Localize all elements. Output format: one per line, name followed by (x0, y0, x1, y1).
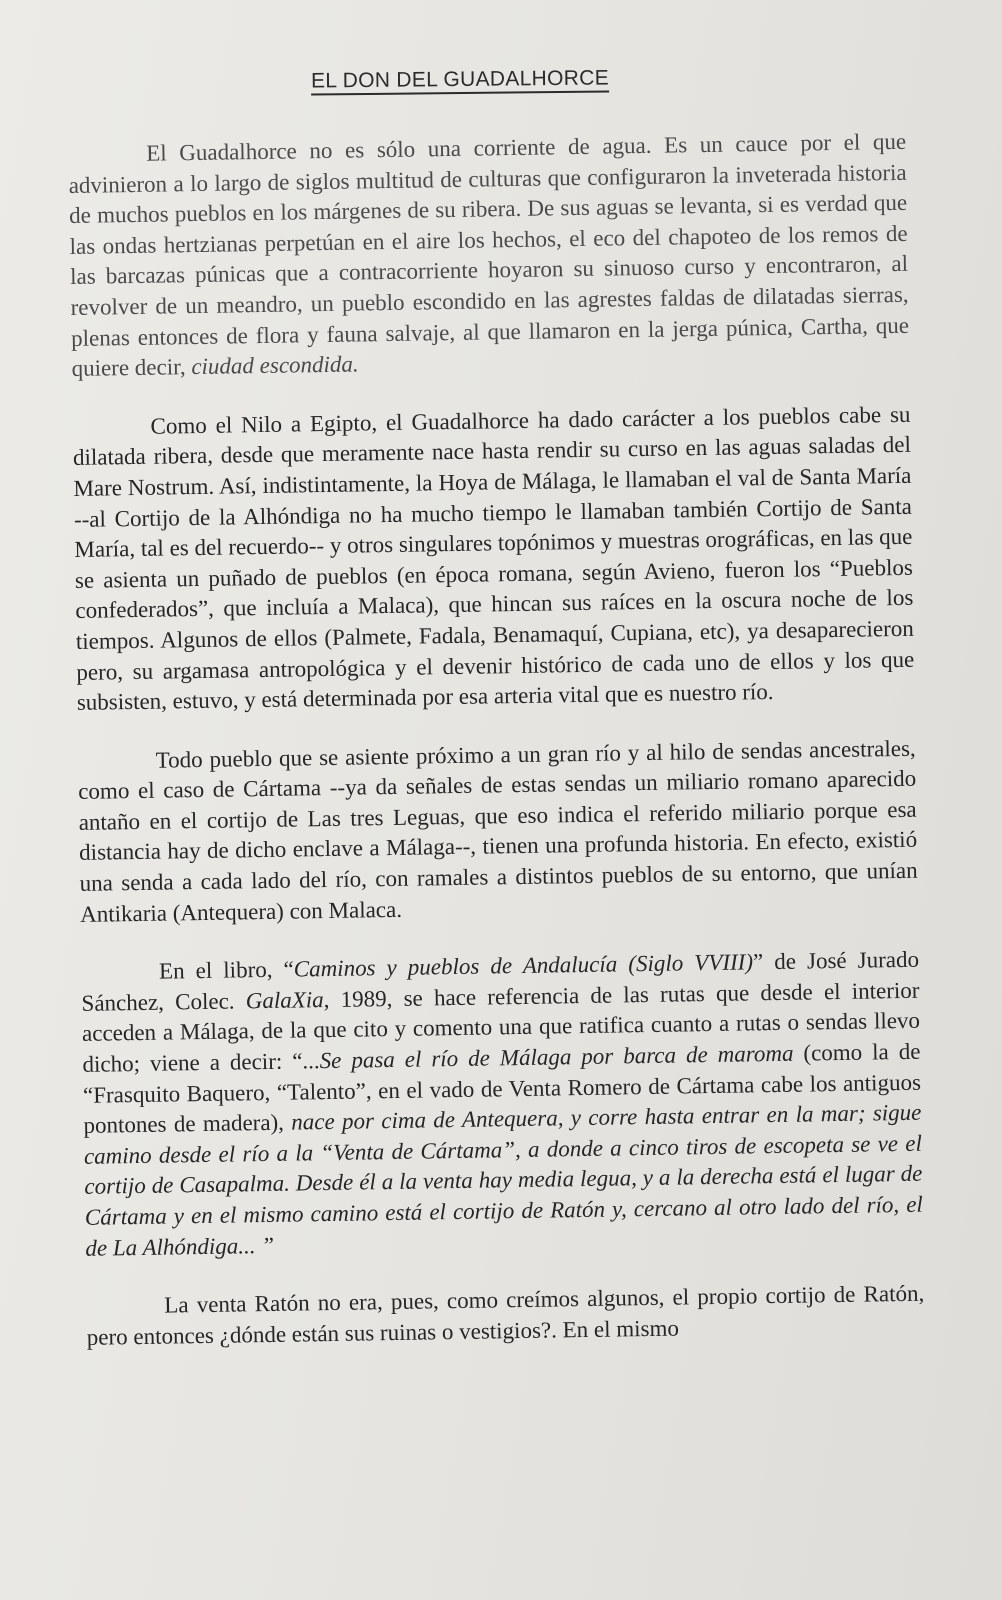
title-text: EL DON DEL GUADALHORCE (311, 66, 609, 95)
paragraph-4-segment-1: En el libro, “ (158, 956, 294, 984)
paragraph-4-segment-4: (como la de “Frasquito Baquero, “Talento”, en el vado de Venta Romero de Cártama cabe los antiguos pontones de madera), (82, 1038, 922, 1139)
paragraph-2: Como el Nilo a Egipto, el Guadalhorce ha dado carácter a los pueblos cabe su dilatada ribera, desde que meramente nace hasta rendir su curso en las aguas saladas del Mare Nostrum. Así, indistintamente, la Hoya de Málaga, le llamaban el val de Santa María --al Cortijo de la Alhóndiga no ha mucho tiempo le llamaban también Cortijo de Santa María, tal es del recuerdo-- y otros singulares topónimos y muestras orográficas, en las que se asienta un puñado de pueblos (en época romana, según Avieno, fueron los “Pueblos confederados”, que incluía a Malaca), que hincan sus raíces en la oscura noche de los tiempos. Algunos de ellos (Palmete, Fadala, Benamaquí, Cupiana, etc), ya desaparecieron pero, su argamasa antropológica y el devenir histórico de cada uno de ellos y los que subsisten, estuvo, y está determinada por esa arteria vital que es nuestro río. (72, 401, 915, 716)
book-title: Caminos y pueblos de Andalucía (Siglo VVIII) (293, 949, 754, 982)
paragraph-1-italic: ciudad escondida. (191, 351, 359, 380)
paragraph-1-text: El Guadalhorce no es sólo una corriente de agua. Es un cauce por el que advinieron a lo largo de siglos multitud de culturas que configuraron la inveterada historia de muchos pueblos en los márgenes de su ribera. De sus aguas se levanta, si es verdad que las ondas hertzianas perpetúan en el aire los hechos, el eco del chapoteo de los remos de las barcazas púnicas que a contracorriente hoyaron su sinuoso curso y encontraron, al revolver de un meandro, un pueblo escondido en las agrestes faldas de dilatadas sierras, plenas entonces de flora y fauna salvaje, al que llamaron en la jerga púnica, Cartha, que quiere decir, (68, 128, 910, 382)
page-title (0, 63, 920, 97)
quote-part-1: Se pasa el río de Málaga por barca de maroma (319, 1040, 794, 1074)
collection-name: GalaXia (245, 986, 324, 1014)
paragraph-3: Todo pueblo que se asiente próximo a un gran río y al hilo de sendas ancestrales, como el caso de Cártama --ya da señales de estas sendas un miliario romano aparecido antaño en el cortijo de Las tres Leguas, que eso indica el referido miliario porque esa distancia hay de dicho enclave a Málaga--, tienen una profunda historia. En efecto, existió una senda a cada lado del río, con ramales a distintos pueblos de su entorno, que unían Antikaria (Antequera) con Malaca. (78, 735, 918, 927)
document-body (68, 127, 925, 1381)
paragraph-4-segment-3: , 1989, se hace referencia de las rutas que desde el interior acceden a Málaga, de la que cito y comento una que ratifica cuanto a rutas o sendas llevo dicho; viene a decir: “... (81, 977, 921, 1077)
paragraph-5: La venta Ratón no era, pues, como creímos algunos, el propio cortijo de Ratón, pero entonces ¿dónde están sus ruinas o vestigios?. En el mismo (86, 1280, 925, 1350)
paragraph-4 (81, 945, 924, 1264)
paragraph-4-segment-2: ” de José Jurado Sánchez, Colec. (81, 946, 920, 1016)
paragraph-1 (68, 127, 910, 385)
quote-part-2: nace por cima de Antequera, y corre hasta entrar en la mar; sigue camino desde el río a la “Venta de Cártama”, a donde a cinco tiros de escopeta se ve el cortijo de Casapalma. Desde él a la venta hay media legua, y a la derecha está el lugar de Cártama y en el mismo camino está el cortijo de Ratón y, cercano al otro lado del río, el de La Alhóndiga... ” (83, 1099, 924, 1261)
